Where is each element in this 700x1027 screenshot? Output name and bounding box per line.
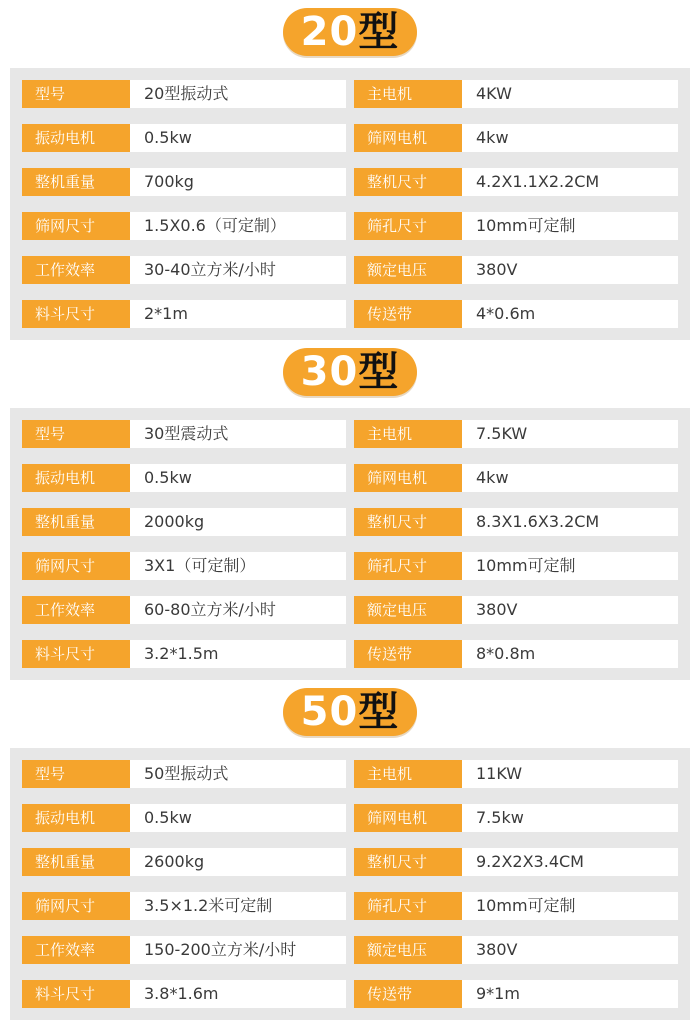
table-row — [22, 552, 678, 580]
spec-table-30 — [10, 408, 690, 680]
spec-value: 4*0.6m — [476, 304, 536, 323]
spec-cell — [354, 168, 678, 196]
spec-cell — [22, 300, 346, 328]
spec-label: 振动电机 — [22, 804, 130, 832]
spec-cell — [22, 936, 346, 964]
spec-value: 7.5KW — [476, 424, 528, 443]
table-row — [22, 300, 678, 328]
spec-value: 10mm可定制 — [476, 896, 576, 915]
table-row — [22, 596, 678, 624]
model-suffix: 型 — [358, 349, 400, 395]
spec-value: 60-80立方米/小时 — [144, 600, 276, 619]
spec-cell — [354, 760, 678, 788]
spec-label: 传送带 — [354, 980, 462, 1008]
spec-cell — [22, 804, 346, 832]
table-row — [22, 168, 678, 196]
spec-value: 150-200立方米/小时 — [144, 940, 297, 959]
spec-label: 工作效率 — [22, 256, 130, 284]
spec-cell — [354, 640, 678, 668]
spec-value: 2600kg — [144, 852, 205, 871]
table-row — [22, 980, 678, 1008]
spec-label: 型号 — [22, 80, 130, 108]
spec-cell — [22, 168, 346, 196]
table-row — [22, 124, 678, 152]
spec-label: 额定电压 — [354, 596, 462, 624]
spec-label: 额定电压 — [354, 936, 462, 964]
spec-cell — [22, 640, 346, 668]
table-row — [22, 420, 678, 448]
spec-value: 4kw — [476, 128, 509, 147]
model-badge-row — [0, 8, 700, 56]
spec-label: 筛网尺寸 — [22, 212, 130, 240]
spec-label: 振动电机 — [22, 124, 130, 152]
table-row — [22, 256, 678, 284]
spec-label: 筛孔尺寸 — [354, 892, 462, 920]
spec-table-20 — [10, 68, 690, 340]
spec-value: 700kg — [144, 172, 194, 191]
spec-label: 整机重量 — [22, 168, 130, 196]
spec-cell — [22, 848, 346, 876]
spec-label: 料斗尺寸 — [22, 300, 130, 328]
spec-label: 整机重量 — [22, 848, 130, 876]
spec-cell — [22, 256, 346, 284]
spec-cell — [354, 980, 678, 1008]
spec-label: 型号 — [22, 420, 130, 448]
spec-value: 4.2X1.1X2.2CM — [476, 172, 600, 191]
spec-label: 筛孔尺寸 — [354, 212, 462, 240]
spec-cell — [354, 80, 678, 108]
spec-label: 传送带 — [354, 640, 462, 668]
model-badge-50 — [283, 688, 418, 736]
spec-label: 传送带 — [354, 300, 462, 328]
spec-value: 9.2X2X3.4CM — [476, 852, 584, 871]
spec-value: 7.5kw — [476, 808, 524, 827]
spec-value: 10mm可定制 — [476, 216, 576, 235]
spec-cell — [22, 464, 346, 492]
spec-table-50 — [10, 748, 690, 1020]
spec-value: 3.5×1.2米可定制 — [144, 896, 273, 915]
spec-value: 2*1m — [144, 304, 188, 323]
spec-cell — [22, 760, 346, 788]
spec-value: 380V — [476, 600, 518, 619]
spec-value: 0.5kw — [144, 468, 192, 487]
model-badge-20 — [283, 8, 418, 56]
model-number: 30 — [300, 349, 359, 395]
spec-cell — [354, 804, 678, 832]
spec-cell — [354, 212, 678, 240]
spec-cell — [22, 596, 346, 624]
model-badge-row — [0, 348, 700, 396]
spec-value: 10mm可定制 — [476, 556, 576, 575]
spec-label: 筛网电机 — [354, 804, 462, 832]
spec-label: 整机重量 — [22, 508, 130, 536]
model-suffix: 型 — [358, 689, 400, 735]
spec-label: 整机尺寸 — [354, 848, 462, 876]
spec-value: 1.5X0.6（可定制） — [144, 216, 286, 235]
spec-cell — [22, 212, 346, 240]
table-row — [22, 212, 678, 240]
spec-value: 4KW — [476, 84, 512, 103]
spec-value: 3X1（可定制） — [144, 556, 256, 575]
spec-cell — [22, 552, 346, 580]
spec-section-20 — [0, 0, 700, 340]
table-row — [22, 464, 678, 492]
table-row — [22, 640, 678, 668]
spec-cell — [354, 124, 678, 152]
spec-cell — [354, 892, 678, 920]
table-row — [22, 848, 678, 876]
table-row — [22, 508, 678, 536]
model-badge-row — [0, 688, 700, 736]
spec-value: 50型振动式 — [144, 764, 229, 783]
spec-value: 2000kg — [144, 512, 205, 531]
spec-value: 30型震动式 — [144, 424, 229, 443]
spec-cell — [22, 508, 346, 536]
model-number: 50 — [300, 689, 359, 735]
spec-cell — [354, 552, 678, 580]
spec-value: 11KW — [476, 764, 523, 783]
spec-value: 380V — [476, 260, 518, 279]
spec-section-30 — [0, 340, 700, 680]
spec-label: 型号 — [22, 760, 130, 788]
spec-label: 筛网尺寸 — [22, 552, 130, 580]
spec-label: 料斗尺寸 — [22, 980, 130, 1008]
spec-label: 整机尺寸 — [354, 508, 462, 536]
spec-cell — [22, 420, 346, 448]
spec-value: 0.5kw — [144, 808, 192, 827]
spec-label: 主电机 — [354, 760, 462, 788]
spec-label: 额定电压 — [354, 256, 462, 284]
spec-cell — [354, 300, 678, 328]
spec-label: 工作效率 — [22, 596, 130, 624]
spec-cell — [354, 256, 678, 284]
spec-section-50 — [0, 680, 700, 1020]
spec-cell — [22, 980, 346, 1008]
spec-cell — [22, 892, 346, 920]
spec-label: 振动电机 — [22, 464, 130, 492]
spec-value: 20型振动式 — [144, 84, 229, 103]
table-row — [22, 936, 678, 964]
table-row — [22, 804, 678, 832]
spec-label: 主电机 — [354, 420, 462, 448]
spec-label: 筛孔尺寸 — [354, 552, 462, 580]
spec-label: 筛网尺寸 — [22, 892, 130, 920]
spec-cell — [22, 124, 346, 152]
spec-value: 3.8*1.6m — [144, 984, 219, 1003]
spec-cell — [354, 596, 678, 624]
spec-cell — [354, 508, 678, 536]
table-row — [22, 760, 678, 788]
spec-value: 3.2*1.5m — [144, 644, 219, 663]
table-row — [22, 80, 678, 108]
spec-label: 整机尺寸 — [354, 168, 462, 196]
table-row — [22, 892, 678, 920]
spec-label: 工作效率 — [22, 936, 130, 964]
spec-value: 8*0.8m — [476, 644, 536, 663]
spec-cell — [354, 464, 678, 492]
spec-value: 4kw — [476, 468, 509, 487]
spec-label: 筛网电机 — [354, 124, 462, 152]
spec-cell — [354, 936, 678, 964]
spec-label: 筛网电机 — [354, 464, 462, 492]
spec-cell — [22, 80, 346, 108]
spec-label: 主电机 — [354, 80, 462, 108]
spec-value: 30-40立方米/小时 — [144, 260, 276, 279]
spec-cell — [354, 420, 678, 448]
model-number: 20 — [300, 9, 359, 55]
spec-value: 9*1m — [476, 984, 520, 1003]
spec-value: 8.3X1.6X3.2CM — [476, 512, 600, 531]
model-badge-30 — [283, 348, 418, 396]
spec-value: 380V — [476, 940, 518, 959]
spec-value: 0.5kw — [144, 128, 192, 147]
spec-cell — [354, 848, 678, 876]
model-suffix: 型 — [358, 9, 400, 55]
spec-label: 料斗尺寸 — [22, 640, 130, 668]
